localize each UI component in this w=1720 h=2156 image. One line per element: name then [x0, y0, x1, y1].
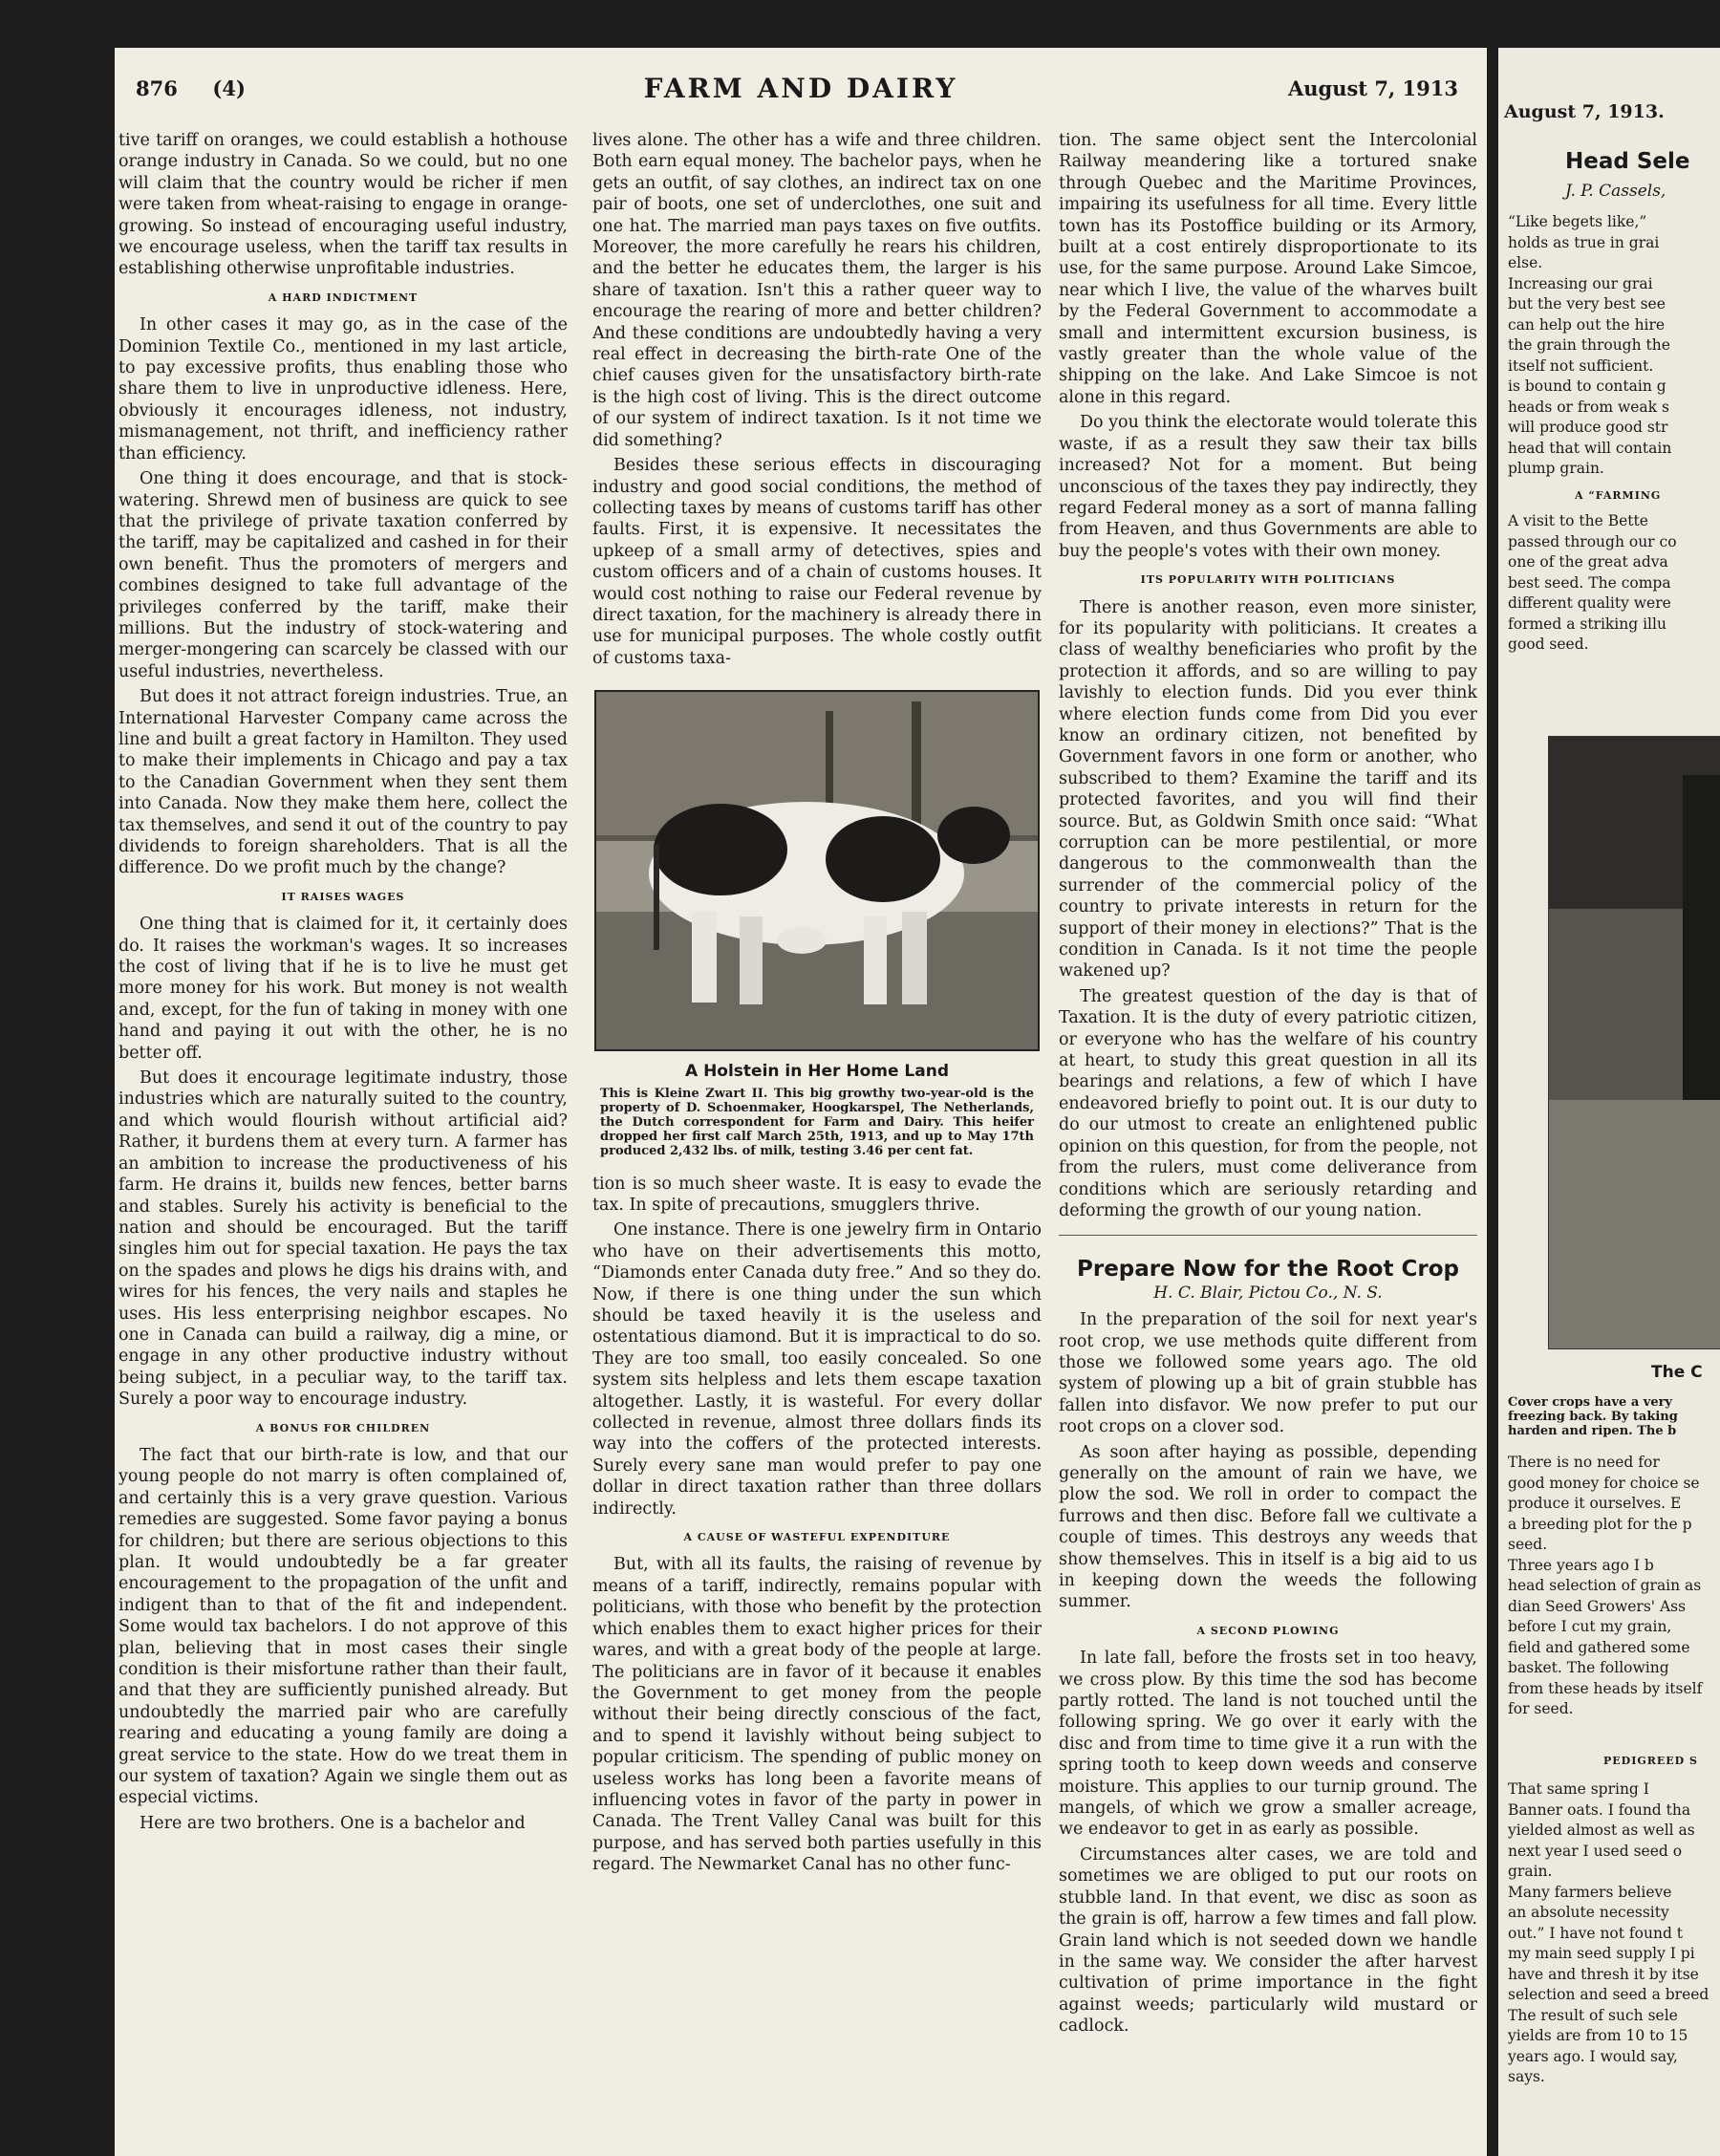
text-line: yielded almost as well as — [1508, 1822, 1695, 1839]
text-line: “Like begets like,” — [1508, 213, 1647, 230]
paragraph: But does it encourage legitimate industry, those industries which are naturally suited to the country, and which would flourish without artificial aid? Rather, it burdens them at every turn. A farmer has an ambition to increase the productiveness of his farm. He drains it, builds new fences, better barns and stables. Surely his activity is beneficial to the nation and should be encouraged. But the tariff singles him out for special taxation. He pays the tax on the spades and plows he digs his drains with, and wires for his fences, the very nails and staples he uses. His less enterprising neighbor escapes. No one in Canada can build a railway, dig a mine, or engage in any other productive industry without being subject, in a peculiar way, to the tariff tax. Surely a poor way to encourage industry. — [118, 1068, 568, 1410]
paragraph: As soon after haying as possible, depending generally on the amount of rain we have, we plow the sod. We roll in order to compact the furrows and then disc. Before fall we cultivate a couple of times. This destroys any weeds that show themselves. This in itself is a big aid to us in keeping down the weeds the following summer. — [1059, 1442, 1477, 1612]
article-byline: H. C. Blair, Pictou Co., N. S. — [1153, 1283, 1383, 1303]
text-line: Banner oats. I found tha — [1508, 1800, 1691, 1819]
paragraph: Circumstances alter cases, we are told and sometimes we are obliged to put our roots on stubble land. In that event, we disc as soon as the grain is off, harrow a few times and fall plow. Grain land which is not seeded down we handle in the same way. We consider the after harvest cultivation of prime importance in the fight against weeds; particularly wild mustard or cadlock. — [1059, 1844, 1477, 2037]
adjacent-text-block — [1508, 212, 1720, 656]
text-line: harden and ripen. The b — [1508, 1424, 1677, 1438]
text-line: head that will contain — [1508, 439, 1672, 457]
text-line: one of the great adva — [1508, 553, 1668, 571]
text-line: different quality were — [1508, 594, 1671, 612]
text-line: will produce good str — [1508, 419, 1668, 436]
text-line: good money for choice se — [1508, 1474, 1700, 1492]
issue-date: August 7, 1913 — [1287, 76, 1458, 100]
text-line: out.” I have not found t — [1508, 1924, 1684, 1942]
text-line: There is no need for — [1508, 1454, 1660, 1471]
column-1 — [118, 130, 568, 2118]
paragraph: lives alone. The other has a wife and three children. Both earn equal money. The bachelor pays, when he gets an outfit, of say clothes, an indirect tax on one pair of boots, one set of underclothes, one suit and one hat. The married man pays taxes on five outfits. Moreover, the more carefully he rears his children, and the better he educates them, the larger is his share of taxation. Isn't this a rather queer way to encourage the rearing of more and better children? And these conditions are undoubtedly having a very real effect in decreasing the birth-rate One of the chief causes given for the unsatisfactory birth-rate is the high cost of living. This is the direct outcome of our system of indirect taxation. Is it not time we did something? — [592, 131, 1042, 450]
text-line: before I cut my grain, — [1508, 1618, 1672, 1635]
paragraph: One instance. There is one jewelry firm in Ontario who have on their advertisements this motto, “Diamonds enter Canada duty free.” And so they do. Now, if there is one thing under the sun which should be taxed heavily it is the useless and ostentatious diamond. But it is impractical to do so. They are too small, too easily concealed. So one system sits helpless and lets them escape taxation altogether. Lastly, it is wasteful. For every dollar collected in revenue, almost three dollars finds its way into the coffers of the protected interests. Surely every sane man would prefer to pay one dollar in direct taxation rather than three dollars indirectly. — [592, 1220, 1042, 1519]
text-line: yields are from 10 to 15 — [1508, 2027, 1688, 2044]
text-line: formed a striking illu — [1508, 614, 1666, 633]
subheading: A BONUS FOR CHILDREN — [255, 1421, 431, 1434]
adjacent-page-fragment — [1498, 48, 1720, 2156]
subheading: A CAUSE OF WASTEFUL EXPENDITURE — [683, 1531, 951, 1544]
text-line: a breeding plot for the p — [1508, 1515, 1692, 1533]
paragraph: The fact that our birth-rate is low, and that our young people do not marry is often complained of, and certainly this is a very grave question. Various remedies are suggested. Some favor paying a bonus for children; but there are serious objections to this plan. It would undoubtedly be a far greater encouragement to the propagation of the unfit and indigent than to that of the fit and independent. Some would tax bachelors. I do not approve of this plan, believing that in most cases their single condition is their misfortune rather than their fault, and that they are sufficiently punished already. But undoubtedly the married pair who are carefully rearing and educating a young family are doing a great service to the state. How do we treat them in our system of taxation? Again we single them out as especial victims. — [118, 1445, 568, 1808]
field-illustration — [1549, 737, 1720, 1348]
text-line: freezing back. By taking — [1508, 1410, 1678, 1424]
text-line: selection and seed a breed — [1508, 1986, 1709, 2003]
paragraph: But does it not attract foreign industries. True, an International Harvester Company came across the line and built a great factory in Hamilton. They used to make their implements in Chicago and pay a tax to the Canadian Government when they sent them into Canada. Now they make them here, collect the tax themselves, and send it out of the country to pay dividends to foreign shareholders. That is all the difference. Do we profit much by the change? — [118, 687, 568, 878]
text-line: can help out the hire — [1508, 315, 1666, 334]
text-line: seed. — [1508, 1536, 1548, 1553]
text-line: grain. — [1508, 1863, 1553, 1880]
subheading: PEDIGREED S — [1603, 1755, 1698, 1767]
paragraph: In late fall, before the frosts set in too heavy, we cross plow. By this time the sod has become partly rotted. The land is not touched until the following spring. We go over it early with the disc and from time to time give it a run with the spring tooth to keep down weeds and conserve moisture. This applies to our turnip ground. The mangels, of which we grow a smaller acreage, we endeavor to get in as early as possible. — [1059, 1649, 1477, 1840]
text-line: That same spring I — [1508, 1780, 1649, 1798]
paragraph: One thing that is claimed for it, it certainly does do. It raises the workman's wages. It so increases the cost of living that if he is to live he must get more money for his work. But money is not wealth and, except, for the fun of taking in money with one hand and paying it out with the other, he is no better off. — [118, 915, 568, 1063]
text-line: for seed. — [1508, 1700, 1574, 1717]
column-2 — [592, 130, 1042, 2118]
text-line: Three years ago I b — [1508, 1556, 1654, 1574]
adjacent-article-byline: J. P. Cassels, — [1565, 182, 1666, 201]
cow-illustration — [596, 692, 1038, 1049]
text-line: head selection of grain as — [1508, 1577, 1702, 1594]
text-line: itself not sufficient. — [1508, 356, 1654, 375]
paragraph: There is another reason, even more sinister, for its popularity with politicians. It creates a class of wealthy beneficiaries who profit by the protection it affords, and so are willing to pay lavishly to election funds. Did you ever think where election funds come from Did you ever know an ordinary citizen, not benefited by Government favors in one form or another, who subscribed to them? Examine the tariff and its protected favorites, and you will find their source. But, as Goldwin Smith once said: “What corruption can be more pestilential, or more dangerous to the commonwealth than the surrender of the commercial policy of the country to private interests in return for the support of their money in elections?” That is the condition in Canada. Is it not time the people wakened up? — [1059, 597, 1477, 981]
photo-caption-title: A Holstein in Her Home Land — [685, 1062, 949, 1082]
text-line: but the very best see — [1508, 295, 1666, 313]
text-line: have and thresh it by itse — [1508, 1965, 1699, 1983]
text-line: heads or from weak s — [1508, 398, 1669, 416]
text-line: Increasing our grai — [1508, 274, 1653, 292]
text-line: next year I used seed o — [1508, 1842, 1683, 1860]
newspaper-page — [115, 48, 1487, 2156]
text-line: years ago. I would say, — [1508, 2047, 1678, 2065]
text-line: dian Seed Growers' Ass — [1508, 1597, 1687, 1615]
text-line: Cover crops have a very — [1508, 1395, 1672, 1410]
subheading: A SECOND PLOWING — [1196, 1624, 1340, 1637]
paragraph: tion. The same object sent the Intercolonial Railway meandering like a tortured snake through Quebec and the Maritime Provinces, impairing its usefulness for all time. Every little town has its Postoffice building or its Armory, built at a cost entirely disproportionate to its use, for the same purpose. Around Lake Simcoe, near which I live, the value of the wharves built by the Federal Government to accommodate a small and intermittent excursion business, is vastly greater than the whole value of the shipping on the lake. And Lake Simcoe is not alone in this regard. — [1059, 131, 1477, 407]
holstein-cow-photo — [594, 690, 1040, 1051]
paragraph: tion is so much sheer waste. It is easy to evade the tax. In spite of precautions, smugglers thrive. — [592, 1174, 1042, 1215]
subheading: ITS POPULARITY WITH POLITICIANS — [1140, 573, 1396, 587]
text-line: the grain through the — [1508, 336, 1670, 354]
subheading: A HARD INDICTMENT — [268, 291, 419, 304]
text-line: good seed. — [1508, 636, 1589, 653]
cover-crop-photo — [1548, 736, 1720, 1349]
text-line: an absolute necessity — [1508, 1904, 1669, 1921]
text-line: field and gathered some — [1508, 1638, 1690, 1656]
text-line: holds as true in grai — [1508, 233, 1660, 251]
text-line: plump grain. — [1508, 460, 1604, 477]
masthead-title: FARM AND DAIRY — [643, 73, 958, 104]
subheading: IT RAISES WAGES — [281, 890, 405, 903]
adjacent-text-block — [1508, 1779, 1720, 2088]
paragraph: Here are two brothers. One is a bachelor and — [140, 1813, 526, 1833]
paragraph: In other cases it may go, as in the case of the Dominion Textile Co., mentioned in my last article, to pay excessive profits, thus enabling those who share them to live in unproductive idleness. Here, obviously it encourages idleness, not industry, mismanagement, not thrift, and inefficiency rather than efficiency. — [118, 315, 568, 464]
paragraph: One thing it does encourage, and that is stock-watering. Shrewd men of business are quick to see that the privilege of private taxation conferred by the tariff, may be capitalized and cashed in for their own benefit. Thus the promoters of mergers and combines designed to take full advantage of the privileges conferred by the tariff, make their millions. But the industry of stock-watering and merger-mongering can scarcely be classed with our useful industries, nevertheless. — [118, 469, 568, 681]
adjacent-article-headline: Head Sele — [1565, 149, 1690, 174]
text-line: is bound to contain g — [1508, 377, 1666, 395]
adjacent-caption-text — [1508, 1395, 1720, 1438]
photo-caption-text: This is Kleine Zwart II. This big growthy two-year-old is the property of D. Schoenmaker, Hoogkarspel, The Netherlands, the Dutch correspondent for Farm and Dairy. This heifer dropped her first calf March 25th, 1913, and up to May 17th produced 2,432 lbs. of milk, testing 3.46 per cent fat. — [600, 1086, 1034, 1158]
section-divider — [1059, 1235, 1477, 1236]
text-line: from these heads by itself — [1508, 1679, 1703, 1697]
text-line: best seed. The compa — [1508, 573, 1671, 592]
text-line: my main seed supply I pi — [1508, 1945, 1695, 1962]
text-line: else. — [1508, 254, 1543, 271]
paragraph: Do you think the electorate would tolerate this waste, if as a result they saw their tax bills increased? Not for a moment. But being unconscious of the taxes they pay indirectly, they regard Federal money as a sort of manna falling from Heaven, and thus Governments are able to buy the people's votes with their own money. — [1059, 413, 1477, 561]
paragraph: Besides these serious effects in discouraging industry and good social conditions, the method of collecting taxes by means of customs tariff has other faults. First, it is expensive. It necessitates the upkeep of a small army of detectives, spies and custom officers and of a chain of customs houses. It would cost nothing to raise our Federal revenue by direct taxation, for the machinery is already there in use for municipal purposes. The whole costly outfit of customs taxa- — [592, 456, 1042, 668]
text-line: passed through our co — [1508, 532, 1677, 550]
text-line: The result of such sele — [1508, 2006, 1678, 2024]
text-line: produce it ourselves. E — [1508, 1495, 1682, 1512]
article-title: Prepare Now for the Root Crop — [1077, 1257, 1459, 1283]
text-line: A visit to the Bette — [1508, 512, 1648, 529]
paragraph: In the preparation of the soil for next year's root crop, we use methods quite different from those we followed some years ago. The old system of plowing up a bit of grain stubble has fallen into disfavor. We now prefer to put our root crops on a clover sod. — [1059, 1310, 1477, 1437]
adjacent-photo-caption: The C — [1651, 1363, 1703, 1382]
page-number: 876 (4) — [136, 76, 246, 100]
adjacent-text-block — [1508, 1453, 1720, 1720]
text-line: says. — [1508, 2068, 1545, 2085]
adjacent-page-date: August 7, 1913. — [1504, 101, 1665, 122]
subheading: A “FARMING — [1575, 488, 1662, 502]
text-line: Many farmers believe — [1508, 1883, 1672, 1901]
paragraph: The greatest question of the day is that of Taxation. It is the duty of every patriotic citizen, or everyone who has the welfare of his country at heart, to study this great question in all its bearings and relations, a few of which I have endeavored briefly to point out. It is our duty to do our utmost to create an enlightened public opinion on this question, for from the people, not from the rulers, must come deliverance from conditions which are seriously retarding and deforming the growth of our young nation. — [1059, 986, 1477, 1220]
paragraph: tive tariff on oranges, we could establish a hothouse orange industry in Canada. So we could, but no one will claim that the country would be richer if men were taken from wheat-raising to engage in orange-growing. So instead of encouraging useful industry, we encourage useless, when the tariff tax results in establishing otherwise unprofitable industries. — [118, 131, 568, 279]
paragraph: But, with all its faults, the raising of revenue by means of a tariff, indirectly, remains popular with politicians, with those who benefit by the protection which enables them to exact higher prices for their wares, and with a great body of the people at large. The politicians are in favor of it because it enables the Government to get money from the people without their being directly conscious of the fact, and to spend it lavishly without being subject to popular criticism. The spending of public money on useless works has long been a favorite means of influencing votes in favor of the party in power in Canada. The Trent Valley Canal was built for this purpose, and has served both parties usefully in this regard. The Newmarket Canal has no other func- — [592, 1555, 1042, 1875]
text-line: basket. The following — [1508, 1659, 1669, 1676]
column-3 — [1059, 130, 1477, 2118]
